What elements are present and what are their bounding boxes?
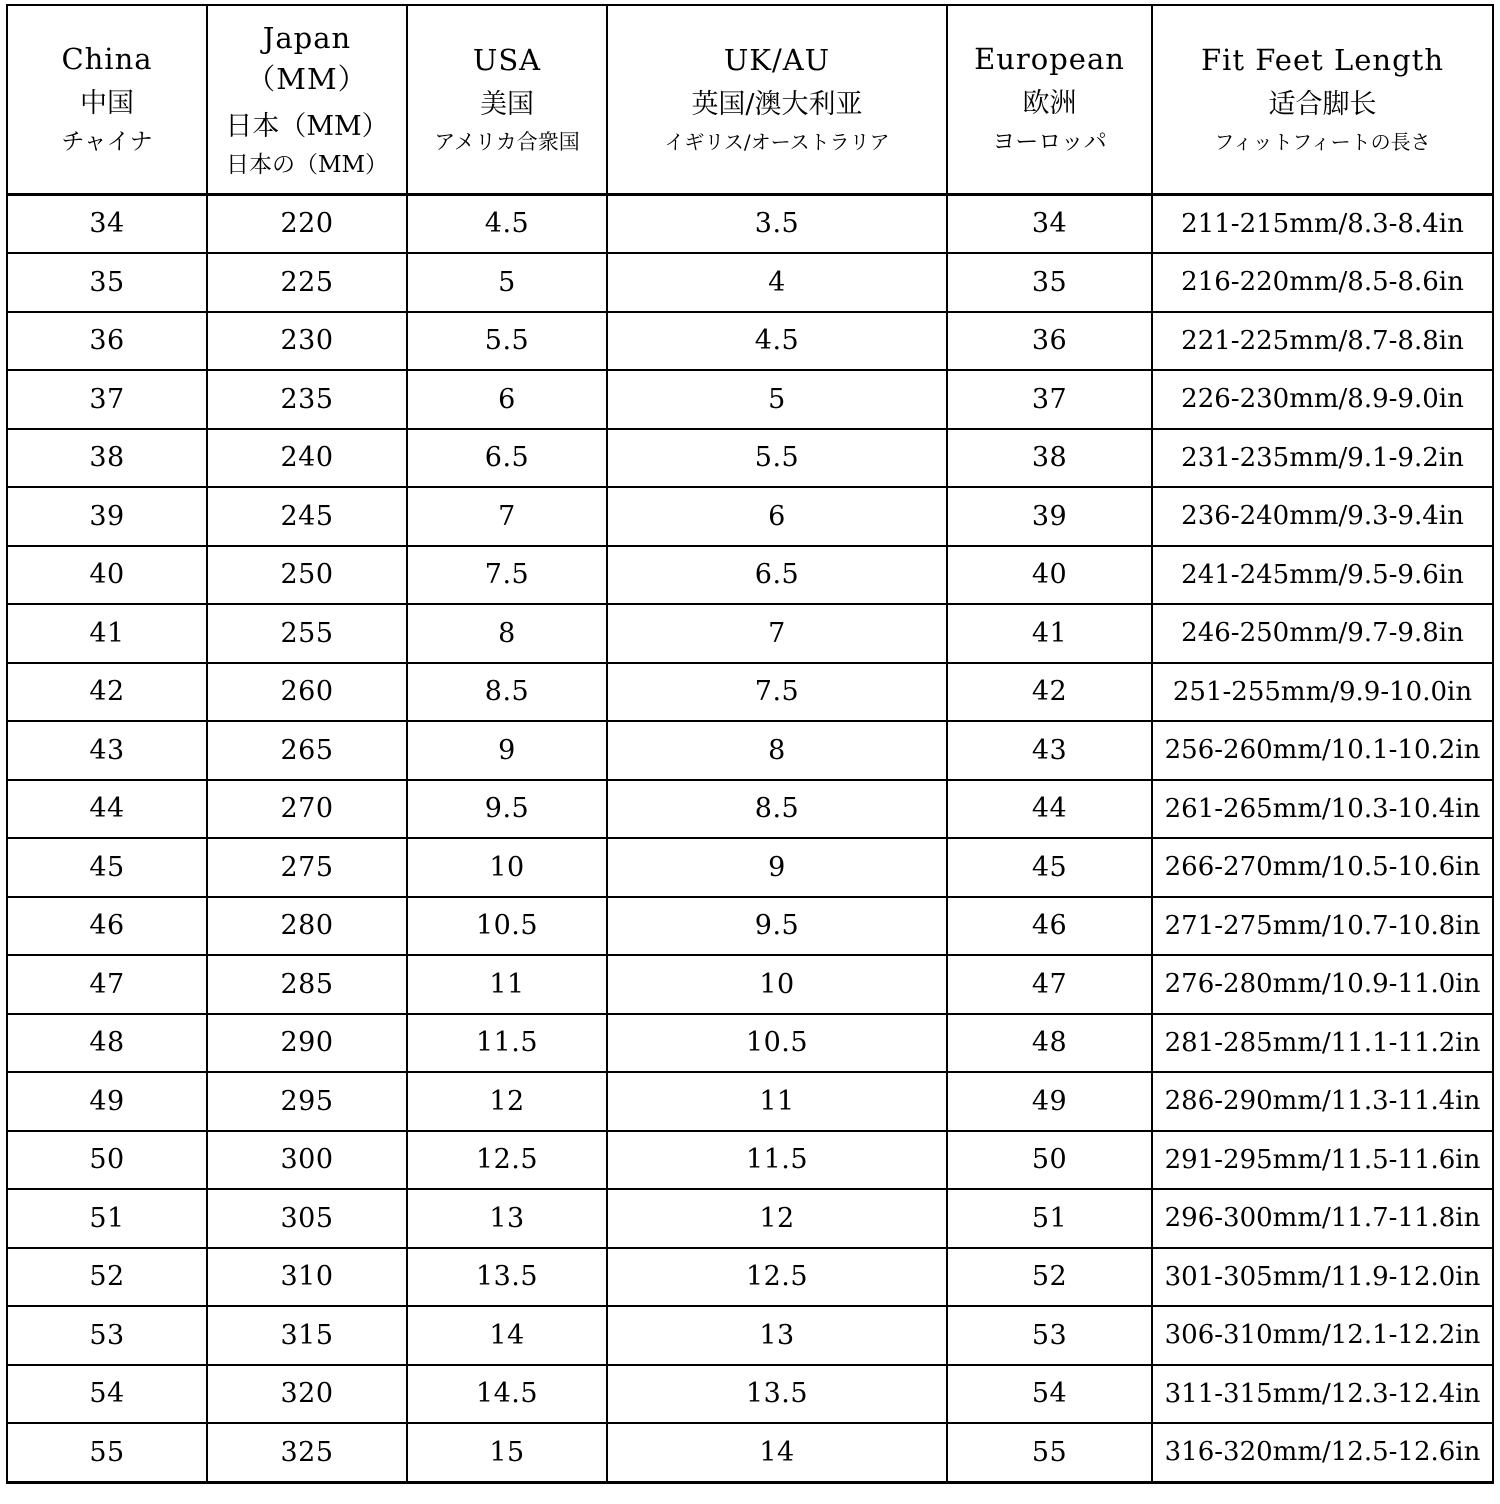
table-cell: 41: [7, 604, 207, 663]
column-header-jp: ヨーロッパ: [992, 128, 1107, 155]
table-body: [7, 194, 1493, 1482]
table-cell: 275: [207, 838, 407, 897]
table-cell: 40: [7, 546, 207, 605]
table-cell: 3.5: [607, 194, 947, 253]
table-cell: 9.5: [607, 897, 947, 956]
table-cell: 38: [947, 429, 1152, 488]
column-header-content: [1153, 30, 1492, 168]
table-row: [7, 897, 1493, 956]
column-header-content: [948, 29, 1151, 170]
table-cell: 296-300mm/11.7-11.8in: [1152, 1189, 1493, 1248]
table-cell: 6: [607, 487, 947, 546]
table-cell: 36: [7, 312, 207, 371]
table-row: [7, 546, 1493, 605]
table-cell: 45: [947, 838, 1152, 897]
table-cell: 55: [7, 1423, 207, 1482]
table-cell: 52: [7, 1248, 207, 1307]
table-cell: 230: [207, 312, 407, 371]
column-header-en: China: [61, 41, 153, 76]
table-cell: 311-315mm/12.3-12.4in: [1152, 1365, 1493, 1424]
table-cell: 53: [7, 1306, 207, 1365]
table-cell: 286-290mm/11.3-11.4in: [1152, 1072, 1493, 1131]
table-cell: 51: [947, 1189, 1152, 1248]
table-row: [7, 1423, 1493, 1482]
table-row: [7, 1365, 1493, 1424]
table-cell: 12.5: [407, 1131, 607, 1190]
table-cell: 7.5: [607, 663, 947, 722]
table-cell: 8.5: [607, 780, 947, 839]
column-header-jp: 日本の（MM）: [225, 151, 389, 178]
table-row: [7, 253, 1493, 312]
table-cell: 54: [947, 1365, 1152, 1424]
table-cell: 225: [207, 253, 407, 312]
table-cell: 14: [407, 1306, 607, 1365]
table-cell: 11.5: [607, 1131, 947, 1190]
table-cell: 315: [207, 1306, 407, 1365]
table-cell: 50: [7, 1131, 207, 1190]
column-header-cn: 日本（MM）: [225, 110, 389, 142]
column-header-2: [207, 5, 407, 194]
table-cell: 43: [947, 721, 1152, 780]
table-cell: 7.5: [407, 546, 607, 605]
table-cell: 52: [947, 1248, 1152, 1307]
table-cell: 7: [407, 487, 607, 546]
table-row: [7, 1072, 1493, 1131]
table-cell: 5: [607, 370, 947, 429]
table-cell: 9: [607, 838, 947, 897]
table-cell: 8: [407, 604, 607, 663]
table-cell: 46: [947, 897, 1152, 956]
table-cell: 34: [947, 194, 1152, 253]
table-cell: 235: [207, 370, 407, 429]
table-cell: 39: [947, 487, 1152, 546]
table-cell: 45: [7, 838, 207, 897]
table-row: [7, 721, 1493, 780]
table-cell: 255: [207, 604, 407, 663]
table-row: [7, 1189, 1493, 1248]
shoe-size-chart: [0, 4, 1500, 1504]
table-cell: 5: [407, 253, 607, 312]
size-conversion-table: [6, 4, 1494, 1484]
table-cell: 50: [947, 1131, 1152, 1190]
column-header-cn: 欧洲: [1022, 87, 1077, 119]
table-cell: 320: [207, 1365, 407, 1424]
table-cell: 305: [207, 1189, 407, 1248]
column-header-3: [407, 5, 607, 194]
table-cell: 11: [407, 955, 607, 1014]
table-cell: 54: [7, 1365, 207, 1424]
table-row: [7, 1014, 1493, 1073]
table-cell: 44: [947, 780, 1152, 839]
column-header-4: [607, 5, 947, 194]
table-cell: 256-260mm/10.1-10.2in: [1152, 721, 1493, 780]
column-header-jp: フィットフィートの長さ: [1214, 130, 1431, 155]
table-cell: 9.5: [407, 780, 607, 839]
table-cell: 290: [207, 1014, 407, 1073]
table-cell: 6.5: [607, 546, 947, 605]
column-header-5: [947, 5, 1152, 194]
table-cell: 6: [407, 370, 607, 429]
table-cell: 14: [607, 1423, 947, 1482]
column-header-cn: 美国: [480, 88, 534, 120]
table-cell: 48: [7, 1014, 207, 1073]
table-cell: 53: [947, 1306, 1152, 1365]
table-cell: 11.5: [407, 1014, 607, 1073]
table-cell: 40: [947, 546, 1152, 605]
table-row: [7, 663, 1493, 722]
table-cell: 38: [7, 429, 207, 488]
table-cell: 6.5: [407, 429, 607, 488]
table-cell: 231-235mm/9.1-9.2in: [1152, 429, 1493, 488]
table-cell: 4: [607, 253, 947, 312]
table-cell: 270: [207, 780, 407, 839]
column-header-cn: 英国/澳大利亚: [691, 89, 863, 121]
table-cell: 5.5: [607, 429, 947, 488]
table-cell: 216-220mm/8.5-8.6in: [1152, 253, 1493, 312]
table-cell: 221-225mm/8.7-8.8in: [1152, 312, 1493, 371]
table-cell: 301-305mm/11.9-12.0in: [1152, 1248, 1493, 1307]
column-header-en: Japan: [262, 21, 352, 55]
table-cell: 13.5: [607, 1365, 947, 1424]
table-row: [7, 370, 1493, 429]
table-cell: 4.5: [607, 312, 947, 371]
table-cell: 271-275mm/10.7-10.8in: [1152, 897, 1493, 956]
table-cell: 306-310mm/12.1-12.2in: [1152, 1306, 1493, 1365]
table-cell: 42: [947, 663, 1152, 722]
table-cell: 266-270mm/10.5-10.6in: [1152, 838, 1493, 897]
table-cell: 34: [7, 194, 207, 253]
table-row: [7, 1306, 1493, 1365]
table-cell: 12: [607, 1189, 947, 1248]
table-cell: 5.5: [407, 312, 607, 371]
table-cell: 281-285mm/11.1-11.2in: [1152, 1014, 1493, 1073]
table-cell: 35: [947, 253, 1152, 312]
table-cell: 13: [407, 1189, 607, 1248]
column-header-en: European: [974, 41, 1125, 76]
table-cell: 55: [947, 1423, 1152, 1482]
table-header: [7, 5, 1493, 194]
table-cell: 241-245mm/9.5-9.6in: [1152, 546, 1493, 605]
column-header-en: USA: [472, 42, 542, 77]
table-cell: 10: [607, 955, 947, 1014]
table-row: [7, 780, 1493, 839]
header-row: [7, 5, 1493, 194]
column-header-content: [608, 30, 946, 168]
table-cell: 250: [207, 546, 407, 605]
table-cell: 41: [947, 604, 1152, 663]
table-cell: 260: [207, 663, 407, 722]
table-cell: 4.5: [407, 194, 607, 253]
table-cell: 37: [7, 370, 207, 429]
column-header-en: （MM）: [246, 62, 368, 97]
table-cell: 14.5: [407, 1365, 607, 1424]
column-header-cn: 中国: [80, 87, 134, 119]
table-cell: 226-230mm/8.9-9.0in: [1152, 370, 1493, 429]
table-row: [7, 1248, 1493, 1307]
table-cell: 37: [947, 370, 1152, 429]
table-cell: 245: [207, 487, 407, 546]
table-cell: 285: [207, 955, 407, 1014]
table-row: [7, 955, 1493, 1014]
table-cell: 13.5: [407, 1248, 607, 1307]
table-cell: 276-280mm/10.9-11.0in: [1152, 955, 1493, 1014]
table-cell: 291-295mm/11.5-11.6in: [1152, 1131, 1493, 1190]
table-cell: 310: [207, 1248, 407, 1307]
table-cell: 46: [7, 897, 207, 956]
table-cell: 49: [7, 1072, 207, 1131]
table-cell: 13: [607, 1306, 947, 1365]
table-row: [7, 194, 1493, 253]
table-row: [7, 604, 1493, 663]
table-row: [7, 487, 1493, 546]
table-cell: 316-320mm/12.5-12.6in: [1152, 1423, 1493, 1482]
table-row: [7, 1131, 1493, 1190]
table-cell: 280: [207, 897, 407, 956]
table-cell: 42: [7, 663, 207, 722]
column-header-content: [8, 29, 206, 170]
table-cell: 236-240mm/9.3-9.4in: [1152, 487, 1493, 546]
table-cell: 8.5: [407, 663, 607, 722]
table-cell: 240: [207, 429, 407, 488]
table-cell: 10: [407, 838, 607, 897]
table-row: [7, 312, 1493, 371]
column-header-en: UK/AU: [723, 43, 831, 78]
table-cell: 47: [947, 955, 1152, 1014]
column-header-1: [7, 5, 207, 194]
table-cell: 7: [607, 604, 947, 663]
column-header-cn: 适合脚长: [1268, 89, 1377, 121]
column-header-6: [1152, 5, 1493, 194]
table-cell: 8: [607, 721, 947, 780]
table-cell: 10.5: [407, 897, 607, 956]
table-cell: 36: [947, 312, 1152, 371]
table-cell: 51: [7, 1189, 207, 1248]
table-cell: 220: [207, 194, 407, 253]
column-header-jp: チャイナ: [61, 128, 153, 155]
table-row: [7, 429, 1493, 488]
table-cell: 48: [947, 1014, 1152, 1073]
table-cell: 47: [7, 955, 207, 1014]
table-cell: 39: [7, 487, 207, 546]
column-header-content: [208, 6, 406, 193]
table-cell: 325: [207, 1423, 407, 1482]
table-cell: 49: [947, 1072, 1152, 1131]
table-cell: 15: [407, 1423, 607, 1482]
table-cell: 295: [207, 1072, 407, 1131]
table-cell: 10.5: [607, 1014, 947, 1073]
table-cell: 11: [607, 1072, 947, 1131]
table-cell: 251-255mm/9.9-10.0in: [1152, 663, 1493, 722]
table-cell: 35: [7, 253, 207, 312]
table-cell: 12: [407, 1072, 607, 1131]
table-cell: 265: [207, 721, 407, 780]
table-cell: 9: [407, 721, 607, 780]
table-cell: 211-215mm/8.3-8.4in: [1152, 194, 1493, 253]
table-cell: 44: [7, 780, 207, 839]
table-cell: 261-265mm/10.3-10.4in: [1152, 780, 1493, 839]
column-header-jp: アメリカ合衆国: [434, 129, 580, 154]
table-cell: 43: [7, 721, 207, 780]
table-cell: 246-250mm/9.7-9.8in: [1152, 604, 1493, 663]
column-header-content: [408, 30, 606, 169]
column-header-jp: イギリス/オーストラリア: [664, 130, 890, 155]
table-cell: 300: [207, 1131, 407, 1190]
table-row: [7, 838, 1493, 897]
table-cell: 12.5: [607, 1248, 947, 1307]
column-header-en: Fit Feet Length: [1201, 43, 1444, 78]
